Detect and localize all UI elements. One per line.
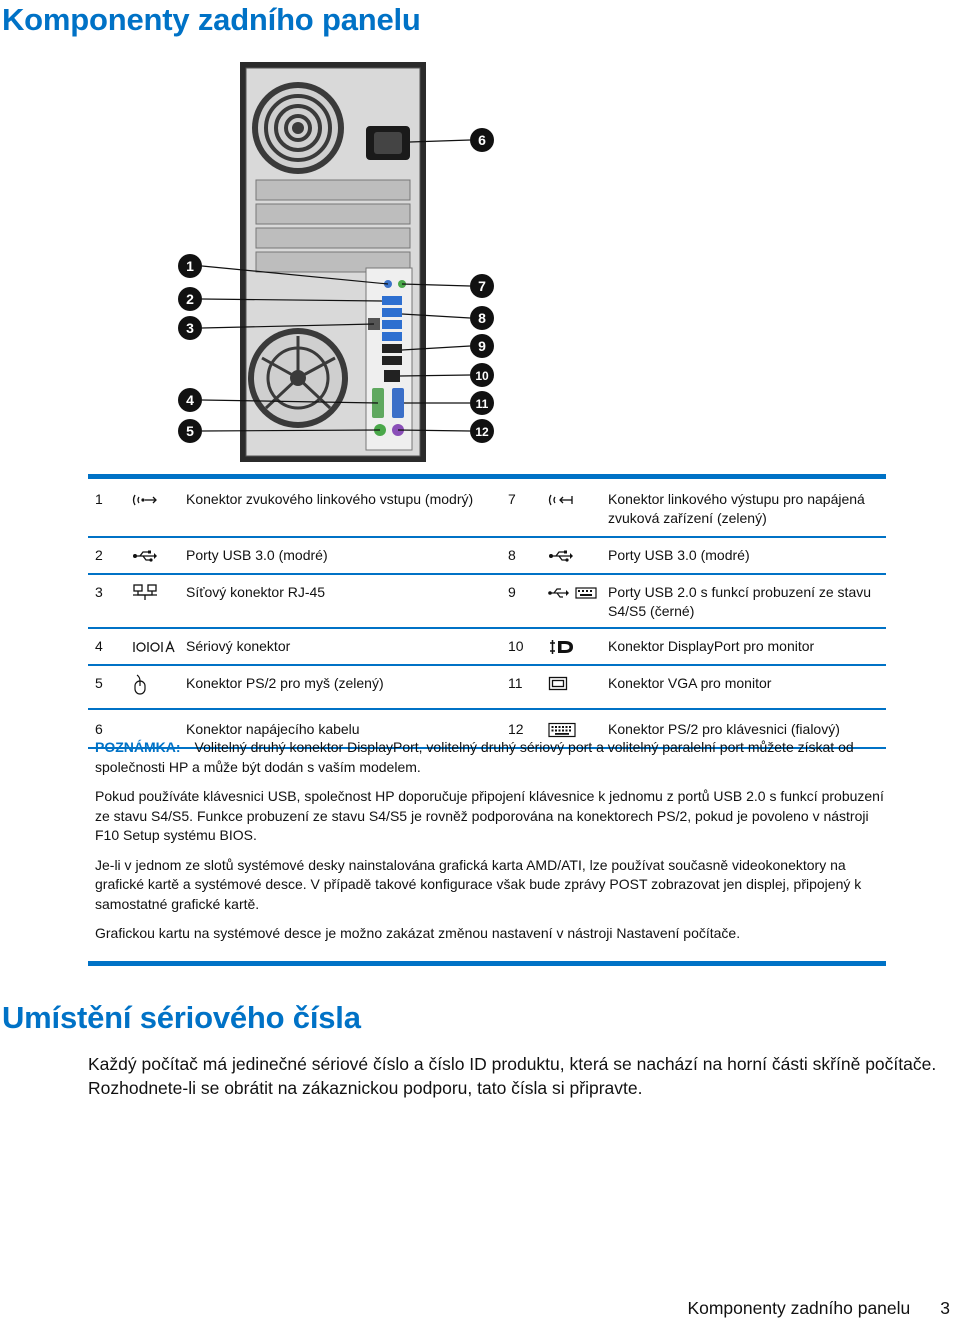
serial-icon [124,637,186,656]
svg-text:2: 2 [186,291,194,307]
callout-12 [470,419,494,443]
table-row [88,538,886,575]
callout-3 [178,316,202,340]
vga-icon [544,674,608,693]
note-block [88,738,886,966]
port-number: 8 [508,547,516,563]
port-label: Porty USB 3.0 (modré) [186,547,328,563]
callout-2 [178,287,202,311]
svg-text:10: 10 [475,369,489,383]
port-number: 10 [508,638,524,654]
computer-rear-illustration [170,58,500,466]
note-label: POZNÁMKA: [95,739,181,755]
usb-keyboard-icon [544,583,608,602]
port-label: Konektor zvukového linkového vstupu (modrý) [186,491,474,507]
ports-table [88,474,886,749]
port-label: Konektor napájecího kabelu [186,721,360,737]
port-number: 6 [95,721,103,737]
callout-1 [178,254,202,278]
svg-text:1: 1 [186,258,194,274]
callout-7 [470,274,494,298]
displayport-icon [544,637,608,656]
callout-4 [178,388,202,412]
port-label: Sériový konektor [186,638,291,654]
port-number: 1 [95,491,103,507]
callout-5 [178,419,202,443]
svg-text:5: 5 [186,423,194,439]
keyboard-icon [544,720,608,739]
page-title: Komponenty zadního panelu [2,2,421,37]
footer-section: Komponenty zadního panelu [687,1298,911,1318]
network-icon [124,583,186,602]
port-number: 11 [508,675,523,691]
usb-icon [124,546,186,565]
port-label: Konektor linkového výstupu pro napájená zvuková zařízení (zelený) [608,491,865,526]
page-footer [657,1298,950,1319]
port-label: Porty USB 3.0 (modré) [608,547,750,563]
port-number: 12 [508,721,524,737]
section-text: Každý počítač má jedinečné sériové číslo a číslo ID produktu, která se nachází na horní části skříně počítače. Rozhodnete-li se obrátit na zákaznickou podporu, tato čísla si připravte. [88,1054,937,1098]
table-row [88,575,886,629]
port-number: 3 [95,584,103,600]
port-label: Konektor PS/2 pro klávesnici (fialový) [608,721,840,737]
note-paragraph: Grafickou kartu na systémové desce je možno zakázat změnou nastavení v nástroji Nastavení počítače. [95,925,741,941]
port-label: Porty USB 2.0 s funkcí probuzení ze stavu S4/S5 (černé) [608,584,872,619]
table-row [88,629,886,666]
table-row [88,666,886,710]
port-number: 7 [508,491,516,507]
port-icon-empty [124,720,186,739]
callout-11 [470,391,494,415]
port-number: 2 [95,547,103,563]
svg-text:7: 7 [478,278,486,294]
svg-text:11: 11 [475,397,489,411]
callout-6 [470,128,494,152]
port-label: Konektor PS/2 pro myš (zelený) [186,675,384,691]
svg-text:8: 8 [478,310,486,326]
mouse-icon [124,674,186,696]
audio-line-in-icon [124,490,186,509]
port-number: 5 [95,675,103,691]
callout-10 [470,363,494,387]
callout-8 [470,306,494,330]
note-paragraph: Je-li v jednom ze slotů systémové desky nainstalována grafická karta AMD/ATI, lze používat současně videokonektory na grafické kartě a systémové desce. V případě takové konfigurace však bude zprávy POST zobrazovat jen displej, připojený k samostatné grafické kartě. [95,856,862,912]
port-label: Konektor DisplayPort pro monitor [608,638,815,654]
port-number: 9 [508,584,516,600]
note-paragraph: Pokud používáte klávesnici USB, společnost HP doporučuje připojení klávesnice k jednomu z portů USB 2.0 s funkcí probuzení ze stavu S4/S5. Funkce probuzení ze stavu S4/S5 je rovněž podporována na konektorech PS/2, pokud je povoleno v nástroji F10 Setup systému BIOS. [95,788,884,843]
usb-icon [544,546,608,565]
svg-text:6: 6 [478,132,486,148]
port-number: 4 [95,638,103,654]
rear-panel-figure [170,58,500,466]
svg-text:3: 3 [186,320,194,336]
svg-text:12: 12 [475,425,489,439]
table-row [88,479,886,538]
section-title: Umístění sériového čísla [2,1000,361,1035]
audio-line-out-icon [544,490,608,509]
note-text: Volitelný druhý konektor DisplayPort, volitelný druhý sériový port a volitelný paralelní port můžete získat od společnosti HP a může být dodán s vaším modelem. [95,739,854,775]
page-number: 3 [940,1298,950,1318]
svg-text:9: 9 [478,338,486,354]
callout-9 [470,334,494,358]
svg-text:4: 4 [186,392,194,408]
port-label: Konektor VGA pro monitor [608,675,772,691]
port-label: Síťový konektor RJ-45 [186,584,326,600]
note-paragraph [95,738,886,777]
